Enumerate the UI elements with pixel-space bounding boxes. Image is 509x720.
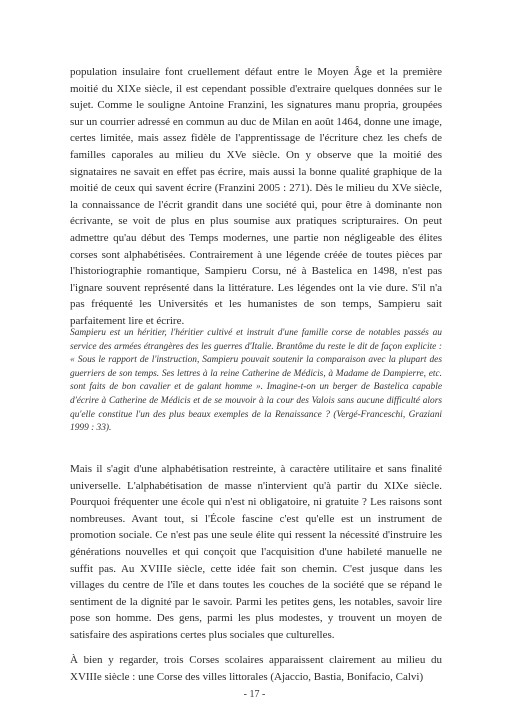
block-quote: Sampieru est un héritier, l'héritier cultivé et instruit d'une famille corse de notables passés au service des armées étrangères des les guerres d'Italie. Brantôme du reste le dit de façon explicite : « Sous le rapport de l'instruction, Sampieru pouvait soutenir la comparaison avec la plupart des guerriers de son temps. Ses lettres à la reine Catherine de Médicis, à Madame de Dampierre, etc. sont faits de bon cavalier et de galant homme ». Imagine-t-on un berger de Bastelica capable d'écrire à Catherine de Médicis et de se mouvoir à la cour des Valois sans aucune difficulté alors qu'elle constitue l'un des plus beaux exemples de la Renaissance ? (Vergé-Franceschi, Graziani 1999 : 33). — [70, 328, 442, 434]
body-paragraph-1: population insulaire font cruellement défaut entre le Moyen Âge et la première moitié du XIXe siècle, il est cependant possible d'extraire quelques données sur le sujet. Comme le souligne Antoine Franzini, les signatures manu propria, groupées sur un courrier adressé en commun au duc de Milan en août 1464, donne une image, certes limitée, mais assez fidèle de l'apprentissage de l'écriture chez les chefs de familles caporales au milieu du XVe siècle. On y observe que la moitié des signataires ne savait en effet pas écrire, mais aussi la bonne qualité graphique de la moitié de ceux qui savent écrire (Franzini 2005 : 271). Dès le milieu du XVe siècle, la connaissance de l'écrit grandit dans une société qui, pour être à dominante non écrivante, se voit de plus en plus soumise aux pratiques scripturaires. On peut admettre qu'au début des Temps modernes, une partie non négligeable des élites corses sont alphabétisées. Contrairement à une légende créée de toutes pièces par l'historiographie romantique, Sampieru Corsu, né à Bastelica en 1498, n'est pas l'ignare souvent représenté dans la littérature. Les légendes ont la vie dure. S'il n'a pas fréquenté les Universités et les humanistes de son temps, Sampieru sait parfaitement lire et écrire. — [70, 66, 442, 327]
body-paragraph-2: Mais il s'agit d'une alphabétisation restreinte, à caractère utilitaire et sans finalité universelle. L'alphabétisation de masse n'intervient qu'à partir du XIXe siècle. Pourquoi fréquenter une école qui n'est ni obligatoire, ni gratuite ? Les raisons sont nombreuses. Avant tout, si l'École fascine c'est qu'elle est un instrument de promotion sociale. Ce n'est pas une seule élite qui ressent la nécessité d'instruire les générations nouvelles et qui conçoit que l'acquisition d'une habileté manuelle ne suffit pas. Au XVIIIe siècle, cette idée fait son chemin. C'est jusque dans les villages du centre de l'île et dans toutes les couches de la société que se répand le sentiment de la dignité par le savoir. Parmi les petites gens, les notables, savoir lire pose son homme. Des gens, parmi les plus modestes, y trouvent un moyen de satisfaire des aspirations certes plus sociales que culturelles. — [70, 463, 442, 641]
body-paragraph-3: À bien y regarder, trois Corses scolaires apparaissent clairement au milieu du XVIIIe siècle : une Corse des villes littorales (Ajaccio, Bastia, Bonifacio, Calvi) — [70, 654, 442, 683]
page-number: - 17 - — [243, 689, 266, 700]
